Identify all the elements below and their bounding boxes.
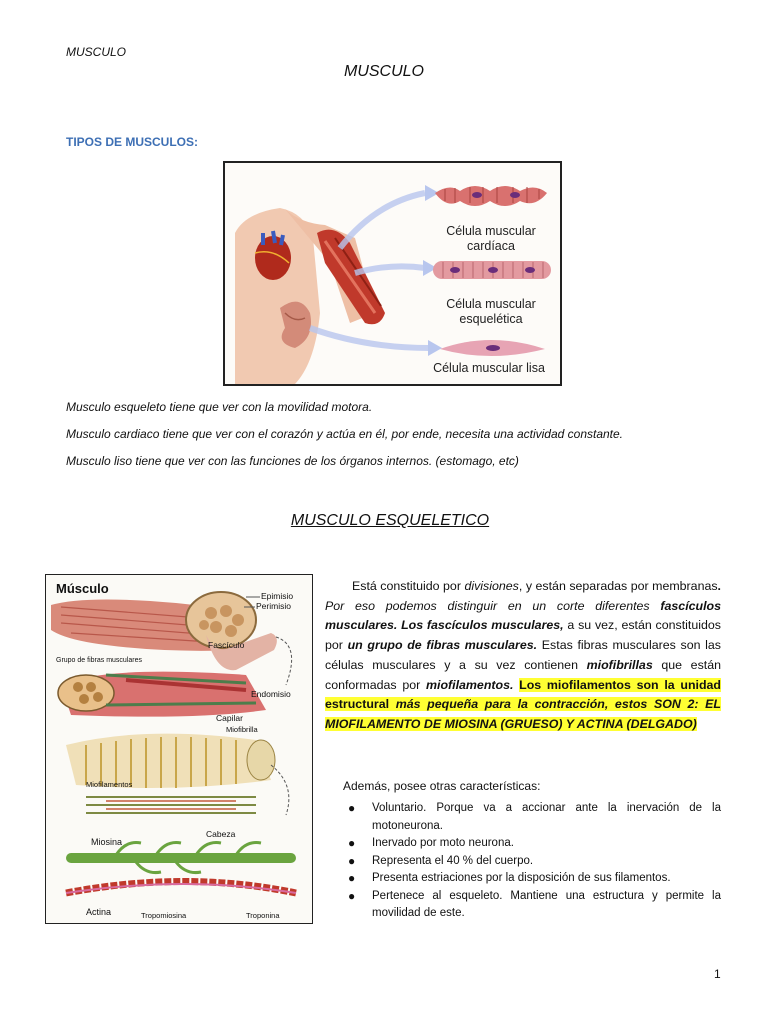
feature-text: Representa el 40 % del cuerpo. (372, 854, 534, 867)
para-text-10: Estas fibras musculares son las células musculares y a su vez contienen (325, 638, 721, 672)
bullet-icon: ● (348, 853, 356, 868)
para-em-divisiones: divisiones (464, 579, 519, 593)
fig2-label-miosina: Miosina (91, 837, 123, 847)
para-bold-grupo: un grupo de fibras musculares. (347, 638, 538, 653)
skeletal-paragraph (325, 577, 721, 735)
running-header: MUSCULO (66, 45, 127, 59)
feature-text: Voluntario. Porque va a accionar ante la inervación de la motoneurona. (372, 802, 721, 832)
fig2-label-fasciculo: Fascículo (208, 640, 245, 650)
label-cardiac-2: cardíaca (467, 239, 515, 253)
para-text-4: membranas (652, 579, 718, 593)
description-skeletal: Musculo esqueleto tiene que ver con la movilidad motora. (66, 400, 373, 414)
also-text: Además, posee otras características: (343, 779, 541, 793)
feature-text: Inervado por moto neurona. (372, 837, 514, 849)
feature-text: Pertenece al esqueleto. Mantiene una estructura y permite la movilidad de este. (372, 889, 721, 919)
para-text-8: a su vez, están constituidos por (325, 618, 721, 653)
bullet-icon: ● (348, 836, 356, 850)
description-smooth: Musculo liso tiene que ver con las funciones de los órganos internos. (estomago, etc) (66, 454, 519, 468)
fig2-label-capilar: Capilar (216, 713, 243, 723)
bullet-icon: ● (348, 801, 356, 815)
description-cardiac: Musculo cardiaco tiene que ver con el corazón y actúa en él, por ende, necesita una actividad constante. (66, 427, 624, 441)
bullet-icon: ● (348, 871, 356, 885)
list-item (343, 835, 721, 853)
fig2-label-actina: Actina (86, 907, 112, 917)
para-text-5: . (717, 579, 721, 593)
list-item (343, 800, 721, 835)
types-heading: TIPOS DE MUSCULOS: (66, 135, 199, 149)
para-text-12: que están conformadas por (325, 657, 721, 692)
fig2-label-tropomiosina: Tropomiosina (141, 911, 187, 920)
fig2-label-perimisio: Perimisio (256, 601, 291, 611)
label-cardiac-1: Célula muscular (446, 224, 536, 238)
fig2-label-troponina: Troponina (246, 911, 280, 920)
para-em-6: Por eso podemos distinguir en un corte diferentes (325, 598, 661, 613)
label-skeletal-1: Célula muscular (446, 297, 536, 311)
bullet-icon: ● (348, 888, 356, 903)
para-bold-miofibrillas: miofibrillas (586, 657, 653, 672)
fig2-title: Músculo (56, 581, 109, 596)
label-skeletal-2: esquelética (459, 312, 523, 326)
page-title: MUSCULO (343, 63, 424, 80)
muscle-types-figure (223, 161, 562, 386)
label-smooth: Célula muscular lisa (433, 361, 545, 375)
para-text-3: , y están separadas por (518, 579, 653, 593)
para-bold-miofilamentos: miofilamentos. (425, 677, 514, 692)
list-item (343, 870, 721, 888)
para-bold-fasciculos: fascículos musculares. Los fascículos musculares, (325, 598, 721, 633)
fig2-label-miofilamentos: Miofilamentos (86, 780, 133, 789)
fig2-label-grupo: Grupo de fibras musculares (56, 657, 142, 664)
fig2-label-epimisio: Epimisio (261, 591, 294, 601)
fig2-label-endomisio: Endomisio (251, 689, 291, 699)
para-highlight-2: más pequeña para la contracción, estos SON 2: EL MIOFILAMENTO DE MIOSINA (GRUESO) Y ACTINA (DELGADO) (325, 697, 721, 731)
list-item (343, 853, 721, 871)
page-number: 1 (714, 967, 721, 981)
fig2-label-cabeza: Cabeza (206, 829, 236, 839)
para-highlight-1: Los miofilamentos son la unidad estructural (325, 677, 722, 712)
section-title: MUSCULO ESQUELETICO (290, 512, 490, 529)
feature-text: Presenta estriaciones por la disposición de sus filamentos. (372, 872, 671, 884)
features-list (343, 800, 721, 923)
para-text-1: Está constituido por (352, 579, 465, 593)
muscle-structure-figure (45, 574, 313, 924)
list-item (343, 888, 721, 923)
fig2-label-miofibrilla: Miofibrilla (226, 725, 258, 734)
